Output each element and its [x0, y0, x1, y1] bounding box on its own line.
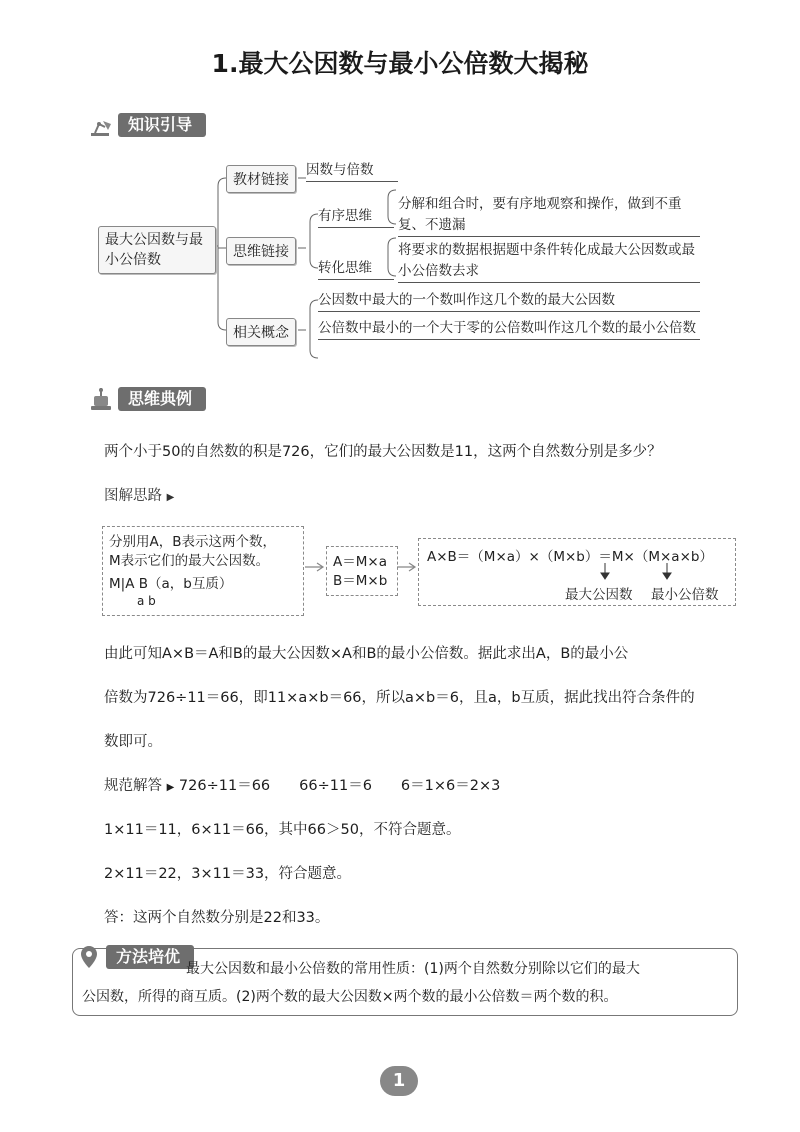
section-method-header — [76, 944, 194, 970]
pencil-stand-icon — [88, 386, 114, 412]
method-text-line: 公因数，所得的商互质。(2)两个数的最大公因数×两个数的最小公倍数＝两个数的积。 — [82, 989, 618, 1005]
page-number: 1 — [380, 1066, 418, 1096]
solution-line: 726÷11＝66 66÷11＝6 6＝1×6＝2×3 — [178, 778, 501, 794]
mindmap-leaf: 公因数中最大的一个数叫作这几个数的最大公因数 — [318, 290, 700, 312]
diagram-line: B＝M×b — [333, 573, 388, 589]
analysis-line: 倍数为726÷11＝66，即11×a×b＝66，所以a×b＝6，且a，b互质，据此找出符合条件的 — [104, 690, 695, 706]
diagram-line: 分别用A，B表示这两个数， — [109, 534, 276, 550]
diagram-formula: A×B＝（M×a）×（M×b）＝M×（M×a×b） — [427, 549, 713, 565]
section-knowledge-header — [88, 112, 206, 138]
diagram-line: M表示它们的最大公因数。 — [109, 553, 270, 569]
triangle-right-icon: ▶ — [166, 782, 175, 793]
diagram-heading-label: 图解思路 — [104, 488, 162, 504]
section-examples-header — [88, 386, 206, 412]
problem-text: 两个小于50的自然数的积是726，它们的最大公因数是11，这两个自然数分别是多少？ — [104, 444, 662, 460]
diagram-label-lcm: 最小公倍数 — [651, 587, 719, 603]
diagram-line: A＝M×a — [333, 554, 387, 570]
mindmap-sub-label: 有序思维 — [318, 206, 394, 228]
mindmap-branch-thinking: 思维链接 — [226, 237, 296, 265]
solution-answer: 答：这两个自然数分别是22和33。 — [104, 910, 330, 926]
diagram-box-definitions — [102, 526, 304, 616]
section-method-tag: 方法培优 — [106, 945, 194, 969]
mindmap-root: 最大公因数与最小公倍数 — [98, 226, 216, 274]
arrow-right-icon — [304, 560, 326, 574]
diagram-subline: a b — [137, 594, 156, 608]
mindmap-leaf: 将要求的数据根据题中条件转化成最大公因数或最小公倍数去求 — [398, 240, 700, 283]
method-text-line: 最大公因数和最小公倍数的常用性质：(1)两个自然数分别除以它们的最大 — [186, 961, 640, 977]
mindmap-leaf: 因数与倍数 — [306, 160, 398, 182]
mindmap-branch-textbook: 教材链接 — [226, 165, 296, 193]
solution-heading — [104, 774, 500, 795]
diagram-line: M|A B（a，b互质） — [109, 576, 233, 592]
section-knowledge-tag: 知识引导 — [118, 113, 206, 137]
diagram-heading — [104, 484, 174, 505]
arrow-right-icon — [396, 560, 418, 574]
mindmap-leaf: 分解和组合时，要有序地观察和操作，做到不重复、不遗漏 — [398, 194, 700, 237]
section-examples-tag: 思维典例 — [118, 387, 206, 411]
solution-line: 1×11＝11，6×11＝66，其中66＞50，不符合题意。 — [104, 822, 461, 838]
analysis-line: 数即可。 — [104, 734, 162, 750]
solution-heading-label: 规范解答 — [104, 778, 162, 794]
mindmap-sub-label: 转化思维 — [318, 258, 394, 280]
diagram-label-gcd: 最大公因数 — [565, 587, 633, 603]
diagram-box-product — [418, 538, 736, 606]
lamp-icon — [88, 112, 114, 138]
location-pin-icon — [76, 944, 102, 970]
analysis-line: 由此可知A×B＝A和B的最大公因数×A和B的最小公倍数。据此求出A，B的最小公 — [104, 646, 629, 662]
solution-line: 2×11＝22，3×11＝33，符合题意。 — [104, 866, 352, 882]
mindmap-branch-concepts: 相关概念 — [226, 318, 296, 346]
mindmap-leaf: 公倍数中最小的一个大于零的公倍数叫作这几个数的最小公倍数 — [318, 318, 700, 340]
diagram-box-expressions — [326, 546, 398, 596]
page-title: 1.最大公因数与最小公倍数大揭秘 — [211, 49, 589, 78]
triangle-right-icon: ▶ — [166, 492, 175, 503]
